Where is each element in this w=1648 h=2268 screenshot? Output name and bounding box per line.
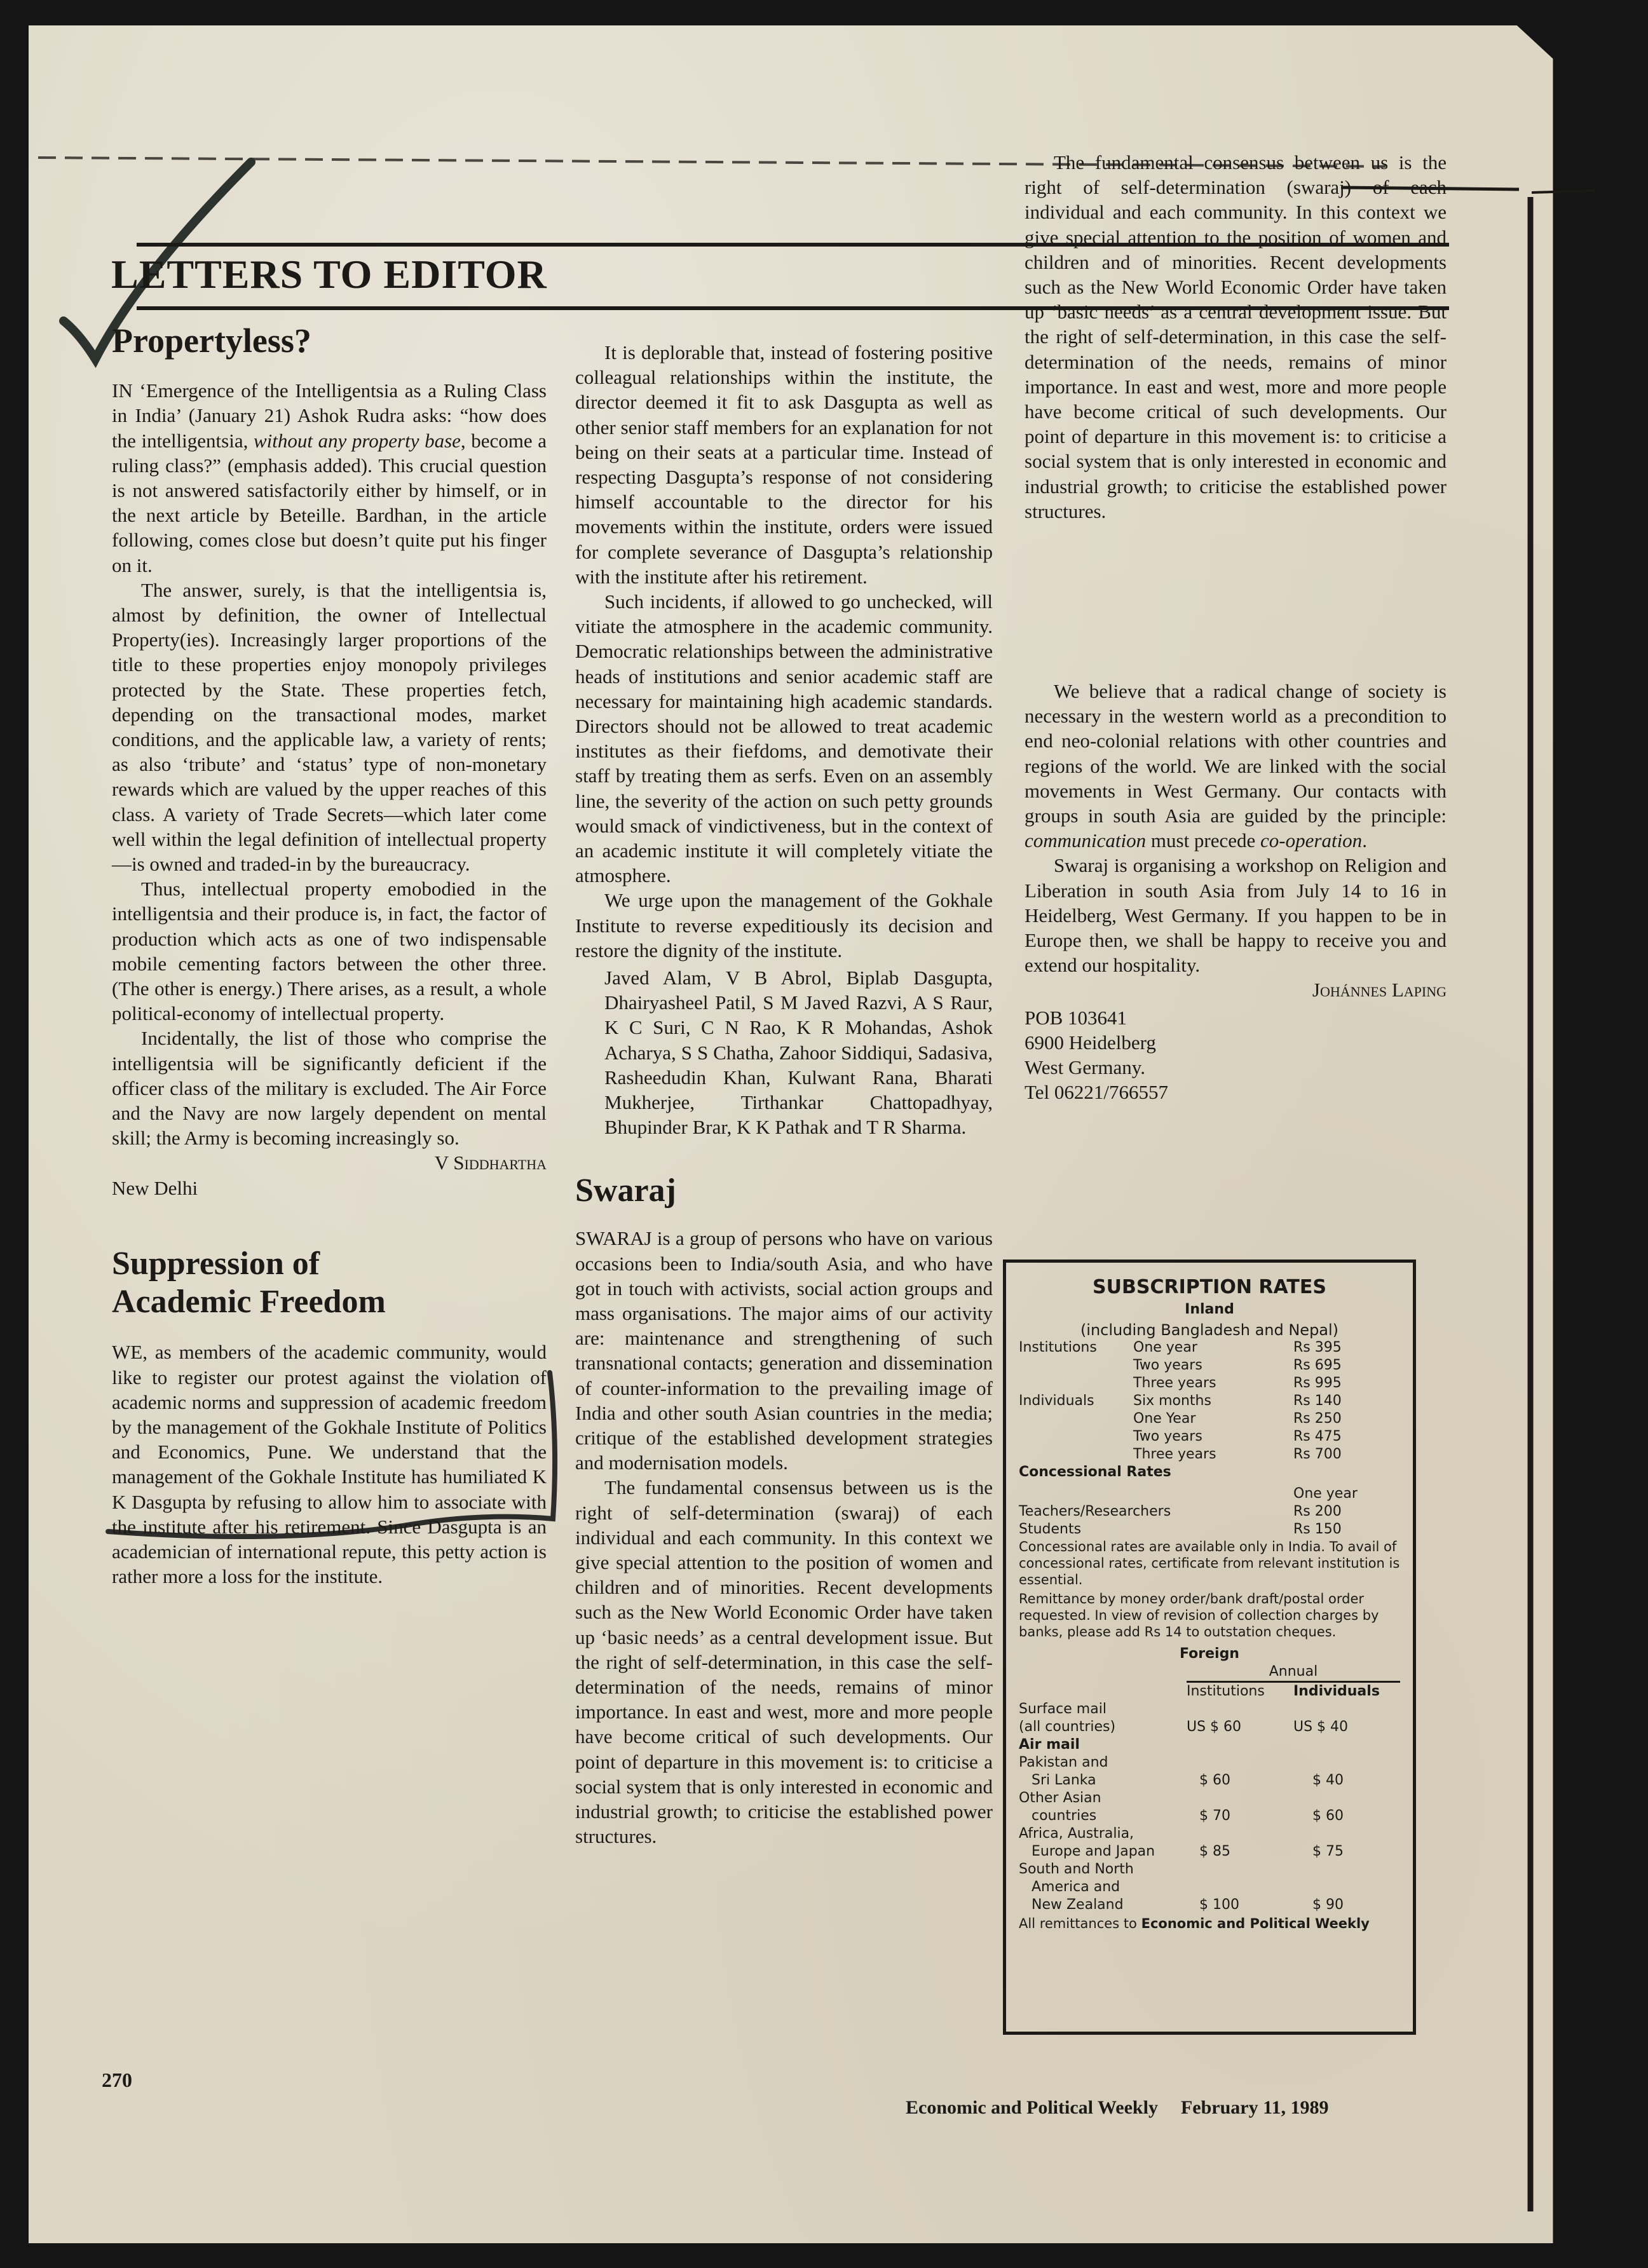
- letter2-paragraph-3: Such incidents, if allowed to go unchecked, will vitiate the atmosphere in the academic community. Democratic relationships between the administrative heads of institutions and senior academic staff are necessary for maintaining high academic standards. Directors should not be allowed to treat academic institutes as their fiefdoms, and demotivate their staff by treating them as serfs. Even on an assembly line, the severity of the action on such petty grounds would smack of vindictiveness, but in the context of an academic institute it will completely vitiate the atmosphere.: [575, 590, 993, 887]
- inland-label: Inland: [1185, 1301, 1234, 1317]
- region-line: Sri Lanka: [1032, 1772, 1096, 1788]
- col-individuals: Individuals: [1293, 1683, 1380, 1699]
- inland-rate-row: [1019, 1357, 1400, 1375]
- rate-price: Rs 140: [1293, 1393, 1342, 1409]
- letter2-signatories: Javed Alam, V B Abrol, Biplab Dasgupta, Dhairyasheel Patil, S M Javed Razvi, A S Raur, K C Suri, C N Rao, K R Mohandas, Ashok Acharya, S S Chatha, Zahoor Siddiqui, Sadasiva, Rasheedudin Khan, Kulwant Rana, Bharati Mukherjee, Tirthankar Chattopadhyay, Bhupinder Brar, K K Pathak and T R Sharma.: [604, 967, 993, 1139]
- column-right: [1025, 151, 1447, 1104]
- region-line: Pakistan and: [1019, 1755, 1108, 1770]
- concessional-rate-row: [1019, 1521, 1400, 1538]
- airmail-indiv-price: $ 60: [1312, 1808, 1344, 1824]
- inland-rate-row: [1019, 1339, 1400, 1357]
- foreign-column-header-row: [1019, 1682, 1400, 1701]
- airmail-label: Air mail: [1019, 1737, 1080, 1753]
- surface-mail-row: [1019, 1701, 1400, 1736]
- rate-group: Individuals: [1019, 1393, 1094, 1409]
- airmail-indiv-price: $ 90: [1312, 1897, 1344, 1913]
- rate-period: Two years: [1133, 1357, 1202, 1373]
- text-run: IN ‘Emergence of the Intelligentsia as a Ruling Class in India’ (January 21) Ashok Rudra asks: “how does the intelligentsia,: [112, 379, 547, 452]
- column-middle: [575, 340, 993, 1848]
- address-line: Tel 06221/766557: [1025, 1081, 1169, 1104]
- region-line: South and North: [1019, 1861, 1134, 1877]
- concessional-note: Concessional rates are available only in India. To avail of concessional rates, certificate from relevant institution is essential.: [1019, 1539, 1400, 1587]
- col-institutions: Institutions: [1187, 1683, 1265, 1699]
- letter2-paragraph-1: WE, as members of the academic community, would like to register our protest against the violation of academic norms and suppression of academic freedom by the management of the Gokhale Institute of Politics and Economics, Pune. We understand that the management of the Gokhale Institute has humiliated K K Dasgupta by refusing to allow him to associate with the institute after his retirement. Since Dasgupta is an academician of international repute, this petty action is rather more a loss for the institute.: [112, 1341, 547, 1588]
- annual-header-row: [1019, 1663, 1400, 1682]
- subscription-rates-box: [1003, 1260, 1416, 2035]
- airmail-region: [1019, 1789, 1187, 1825]
- emphasis-text: communication: [1025, 829, 1147, 852]
- rate-price: Rs 700: [1293, 1446, 1342, 1462]
- remittance-address: [1019, 1915, 1400, 1932]
- letter1-place: New Delhi: [112, 1176, 198, 1199]
- rate-group: Institutions: [1019, 1340, 1097, 1355]
- inland-rate-row: [1019, 1446, 1400, 1463]
- rate-group: [1019, 1357, 1133, 1375]
- address-line: 6900 Heidelberg: [1025, 1031, 1156, 1054]
- region-line: America and: [1032, 1879, 1120, 1895]
- letter2-paragraph-4: We urge upon the management of the Gokhale Institute to reverse expeditiously its decision and restore the dignity of the institute.: [575, 889, 993, 961]
- publication-name: Economic and Political Weekly: [906, 2097, 1158, 2118]
- emphasis-text: co-operation: [1260, 829, 1363, 852]
- text-run: must precede: [1146, 829, 1261, 852]
- rate-price: Rs 150: [1293, 1521, 1342, 1537]
- text-run: We believe that a radical change of society is necessary in the western world as a precondition to end neo-colonial relations with other countries and regions of the world. We are linked with the social movements in West Germany. Our contacts with groups in south Asia are guided by the principle:: [1025, 680, 1447, 827]
- letter3-paragraph-4: Swaraj is organising a workshop on Religion and Liberation in south Asia from July 14 to 16 in Heidelberg, West Germany. If you happen to be in Europe then, we shall be happy to receive you and extend our hospitality.: [1025, 854, 1447, 977]
- foreign-label: Foreign: [1180, 1646, 1239, 1662]
- airmail-region: [1019, 1825, 1187, 1861]
- airmail-rate-row: [1019, 1825, 1400, 1861]
- rate-group: [1019, 1428, 1133, 1446]
- remit-name: Economic and Political Weekly: [1141, 1916, 1370, 1931]
- surface-inst-price: US $ 60: [1187, 1719, 1242, 1735]
- airmail-inst-price: $ 100: [1199, 1897, 1239, 1913]
- concessional-period: One year: [1293, 1486, 1358, 1502]
- section-title: LETTERS TO EDITOR: [111, 252, 547, 297]
- letter1-paragraph-4: Incidentally, the list of those who comprise the intelligentsia will be significantly deficient if the officer class of the military is excluded. The Air Force and the Navy are now largely dependent on mental skill; the Army is becoming increasingly so.: [112, 1027, 547, 1150]
- surface-indiv-price: US $ 40: [1293, 1719, 1349, 1735]
- airmail-inst-price: $ 60: [1199, 1772, 1230, 1788]
- letter3-paragraph-2-continued: [1025, 151, 1447, 679]
- text-run: , become a ruling class?” (emphasis added). This crucial question is not answered satisfactorily either by himself, or in the next article by Beteille. Bardhan, in the article following, comes close but doesn’t quite put his finger on it.: [112, 429, 547, 576]
- remittance-note: Remittance by money order/bank draft/postal order requested. In view of revision of collection charges by banks, please add Rs 14 to outstation cheques.: [1019, 1591, 1379, 1640]
- airmail-label-row: [1019, 1736, 1400, 1754]
- airmail-region: [1019, 1861, 1187, 1914]
- rate-price: Rs 475: [1293, 1429, 1342, 1444]
- inland-note: (including Bangladesh and Nepal): [1080, 1321, 1339, 1339]
- publication-footer: [906, 2097, 1328, 2119]
- right-top-rule: [1532, 191, 1595, 193]
- rate-period: One Year: [1133, 1411, 1196, 1427]
- subscription-title: SUBSCRIPTION RATES: [1093, 1276, 1326, 1298]
- rate-price: Rs 250: [1293, 1411, 1342, 1427]
- headline-suppression-line1: Suppression of: [112, 1245, 320, 1282]
- region-line: Africa, Australia,: [1019, 1826, 1134, 1842]
- region-line: New Zealand: [1032, 1897, 1124, 1913]
- column-left: [112, 321, 547, 1589]
- airmail-indiv-price: $ 75: [1312, 1844, 1344, 1859]
- letter1-paragraph-1: [112, 378, 547, 578]
- rate-price: Rs 995: [1293, 1375, 1342, 1391]
- airmail-rate-row: [1019, 1861, 1400, 1914]
- airmail-indiv-price: $ 40: [1312, 1772, 1344, 1788]
- inland-rate-row: [1019, 1410, 1400, 1428]
- emphasis-text: without any property base: [253, 429, 461, 452]
- surface-label: Surface mail: [1019, 1701, 1107, 1717]
- rate-price: Rs 395: [1293, 1340, 1342, 1355]
- rate-period: Three years: [1133, 1446, 1216, 1462]
- address-line: West Germany.: [1025, 1056, 1146, 1079]
- rate-period: Six months: [1133, 1393, 1211, 1409]
- letter3-paragraph-2: The fundamental consensus between us is the right of self-determination (swaraj) of each individual and each community. In this context we give special attention to the position of women and children and of minorities. Recent developments such as the New World Economic Order have taken up ‘basic needs’ as a central development issue. But the right of self-determination, in this case the self-determination of the needs, remains of minor importance. In east and west, more and more people have become critical of such developments. Our point of departure in this movement is: to criticise a social system that is only interested in economic and industrial growth; to criticise the established power structures.: [575, 1476, 993, 1848]
- airmail-inst-price: $ 85: [1199, 1844, 1230, 1859]
- rate-period: Three years: [1133, 1375, 1216, 1391]
- concessional-rates-table: [1019, 1485, 1400, 1538]
- letter2-paragraph-2: It is deplorable that, instead of fostering positive colleagual relationships within the institute, the director deemed it fit to ask Dasgupta as well as other senior staff members for an explanation for not being on their seats at a particular time. Instead of respecting Dasgupta’s response of not considering himself accountable to the director for his movements within the institute, orders were issued for complete severance of Dasgupta’s relationship with the institute after his retirement.: [575, 341, 993, 588]
- foreign-rates-table: [1019, 1663, 1400, 1914]
- publication-date: February 11, 1989: [1180, 2097, 1329, 2118]
- rate-period: One year: [1133, 1340, 1197, 1355]
- region-line: countries: [1032, 1808, 1097, 1824]
- airmail-rate-row: [1019, 1754, 1400, 1789]
- rate-price: Rs 200: [1293, 1504, 1342, 1519]
- page-number: 270: [102, 2068, 132, 2091]
- region-line: Other Asian: [1019, 1790, 1101, 1806]
- rate-group: Students: [1019, 1521, 1082, 1537]
- rate-group: [1019, 1410, 1133, 1428]
- letter3-signature: Johánnes Laping: [1312, 979, 1447, 1002]
- letter1-signature: V Siddhartha: [434, 1151, 547, 1174]
- annual-label: Annual: [1187, 1663, 1400, 1682]
- surface-label-2: (all countries): [1019, 1719, 1116, 1735]
- rate-group: [1019, 1446, 1133, 1463]
- headline-swaraj: Swaraj: [575, 1172, 676, 1209]
- region-line: Europe and Japan: [1032, 1844, 1155, 1859]
- rate-group: [1019, 1375, 1133, 1392]
- address-line: POB 103641: [1025, 1006, 1127, 1029]
- concessional-header-row: [1019, 1485, 1400, 1503]
- inland-rate-row: [1019, 1375, 1400, 1392]
- text-run: .: [1362, 829, 1367, 852]
- inland-rate-row: [1019, 1392, 1400, 1410]
- airmail-rate-row: [1019, 1789, 1400, 1825]
- letter1-paragraph-3: Thus, intellectual property emobodied in the intelligentsia and their produce is, in fact, the factor of production which acts as one of two indispensable mobile cementing factors between the other three. (The other is energy.) There arises, as a result, a whole political-economy of intellectual property.: [112, 878, 547, 1025]
- airmail-inst-price: $ 70: [1199, 1808, 1230, 1824]
- rate-period: Two years: [1133, 1429, 1202, 1444]
- headline-propertyless: Propertyless?: [112, 322, 311, 360]
- inland-rates-table: [1019, 1339, 1400, 1463]
- inland-rate-row: [1019, 1428, 1400, 1446]
- rate-price: Rs 695: [1293, 1357, 1342, 1373]
- rate-group: Teachers/Researchers: [1019, 1504, 1171, 1519]
- letter1-paragraph-2: The answer, surely, is that the intelligentsia is, almost by definition, the owner of Intellectual Property(ies). Increasingly larger proportions of the title to these properties enjoy monopoly privileges protected by the State. These properties fetch, depending on the transactional modes, market conditions, and the applicable law, a variety of rents; as also ‘tribute’ and ‘status’ type of non-monetary rewards which are valued by the upper reaches of this class. A variety of Trade Secrets—which later come well within the legal definition of intellectual property—is owned and traded-in by the bureaucracy.: [112, 578, 547, 875]
- remit-prefix: All remittances to: [1019, 1916, 1141, 1931]
- letter3-paragraph-1: SWARAJ is a group of persons who have on various occasions been to India/south Asia, and who have got in touch with activists, social action groups and mass organisations. The major aims of our activity are: maintenance and strengthening of such transnational contacts; generation and dissemination of counter-information to the prevailing image of India and other south Asian countries in the media; critique of the established development strategies and modernisation models.: [575, 1227, 993, 1474]
- airmail-region: [1019, 1754, 1187, 1789]
- concessional-rate-row: [1019, 1503, 1400, 1521]
- continued-text: The fundamental consensus between us is the right of self-determination (swaraj) of each individual and each community. In this context we give special attention to the position of women and children and of minorities. Recent developments such as the New World Economic Order have taken up ‘basic needs’ as a central development issue. But the right of self-determination, in this case the self-determination of the needs, remains of minor importance. In east and west, more and more people have become critical of such developments. Our point of departure in this movement is: to criticise a social system that is only interested in economic and industrial growth; to criticise the established power structures.: [1025, 151, 1447, 522]
- letter3-paragraph-3: [1025, 679, 1447, 853]
- concessional-label: Concessional Rates: [1019, 1464, 1171, 1480]
- headline-suppression-line2: Academic Freedom: [112, 1283, 386, 1320]
